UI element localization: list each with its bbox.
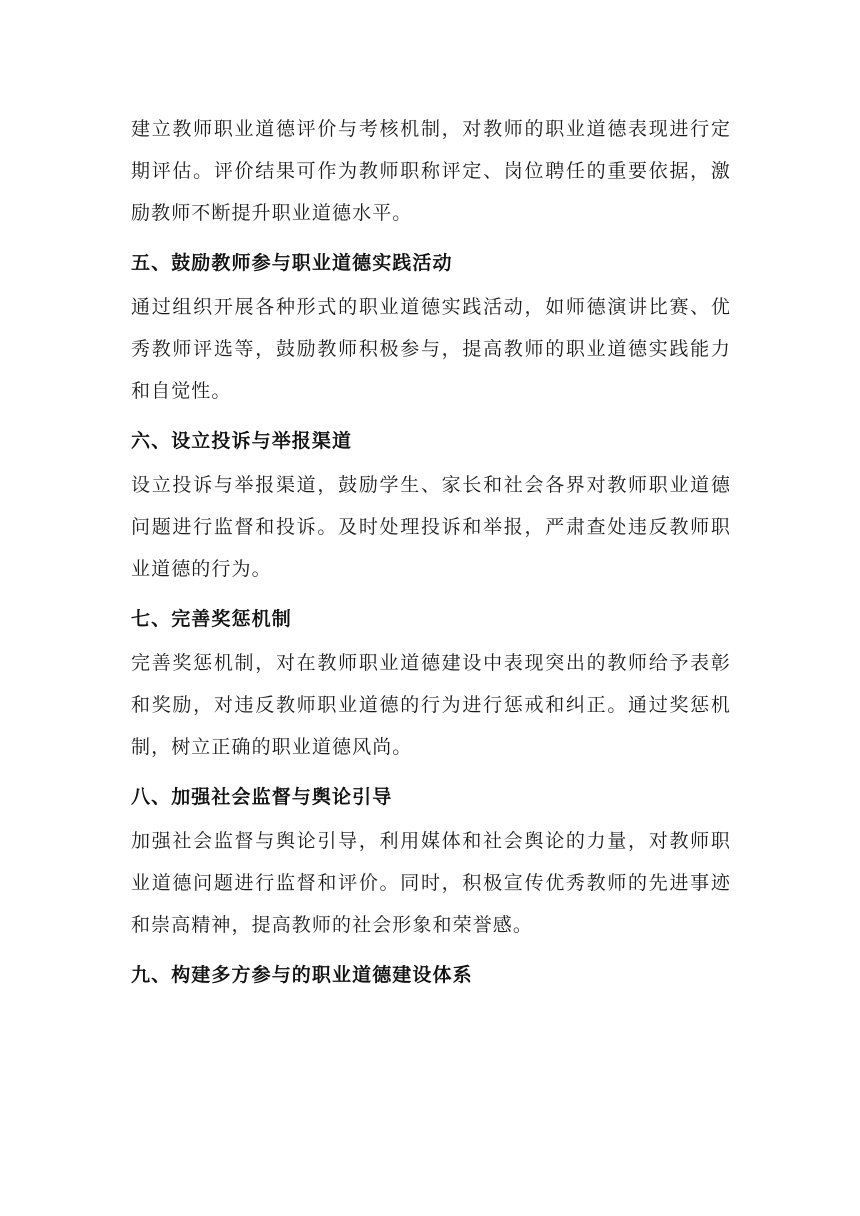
paragraph-evaluation-mechanism: 建立教师职业道德评价与考核机制，对教师的职业道德表现进行定期评估。评价结果可作为教师职称评定、岗位聘任的重要依据，激励教师不断提升职业道德水平。 bbox=[131, 118, 731, 224]
heading-section-8: 八、加强社会监督与舆论引导 bbox=[131, 786, 393, 808]
heading-section-6: 六、设立投诉与举报渠道 bbox=[131, 430, 353, 452]
paragraph-social-supervision: 加强社会监督与舆论引导，利用媒体和社会舆论的力量，对教师职业道德问题进行监督和评价。同时，积极宣传优秀教师的先进事迹和崇高精神，提高教师的社会形象和荣誉感。 bbox=[131, 830, 731, 936]
paragraph-practice-activities: 通过组织开展各种形式的职业道德实践活动，如师德演讲比赛、优秀教师评选等，鼓励教师积极参与，提高教师的职业道德实践能力和自觉性。 bbox=[131, 296, 731, 402]
paragraph-reward-punishment: 完善奖惩机制，对在教师职业道德建设中表现突出的教师给予表彰和奖励，对违反教师职业道德的行为进行惩戒和纠正。通过奖惩机制，树立正确的职业道德风尚。 bbox=[131, 652, 731, 758]
document-body bbox=[131, 108, 731, 998]
paragraph-complaint-channels: 设立投诉与举报渠道，鼓励学生、家长和社会各界对教师职业道德问题进行监督和投诉。及时处理投诉和举报，严肃查处违反教师职业道德的行为。 bbox=[131, 474, 731, 580]
heading-section-9: 九、构建多方参与的职业道德建设体系 bbox=[131, 964, 473, 986]
heading-section-5: 五、鼓励教师参与职业道德实践活动 bbox=[131, 252, 453, 274]
heading-section-7: 七、完善奖惩机制 bbox=[131, 608, 292, 630]
